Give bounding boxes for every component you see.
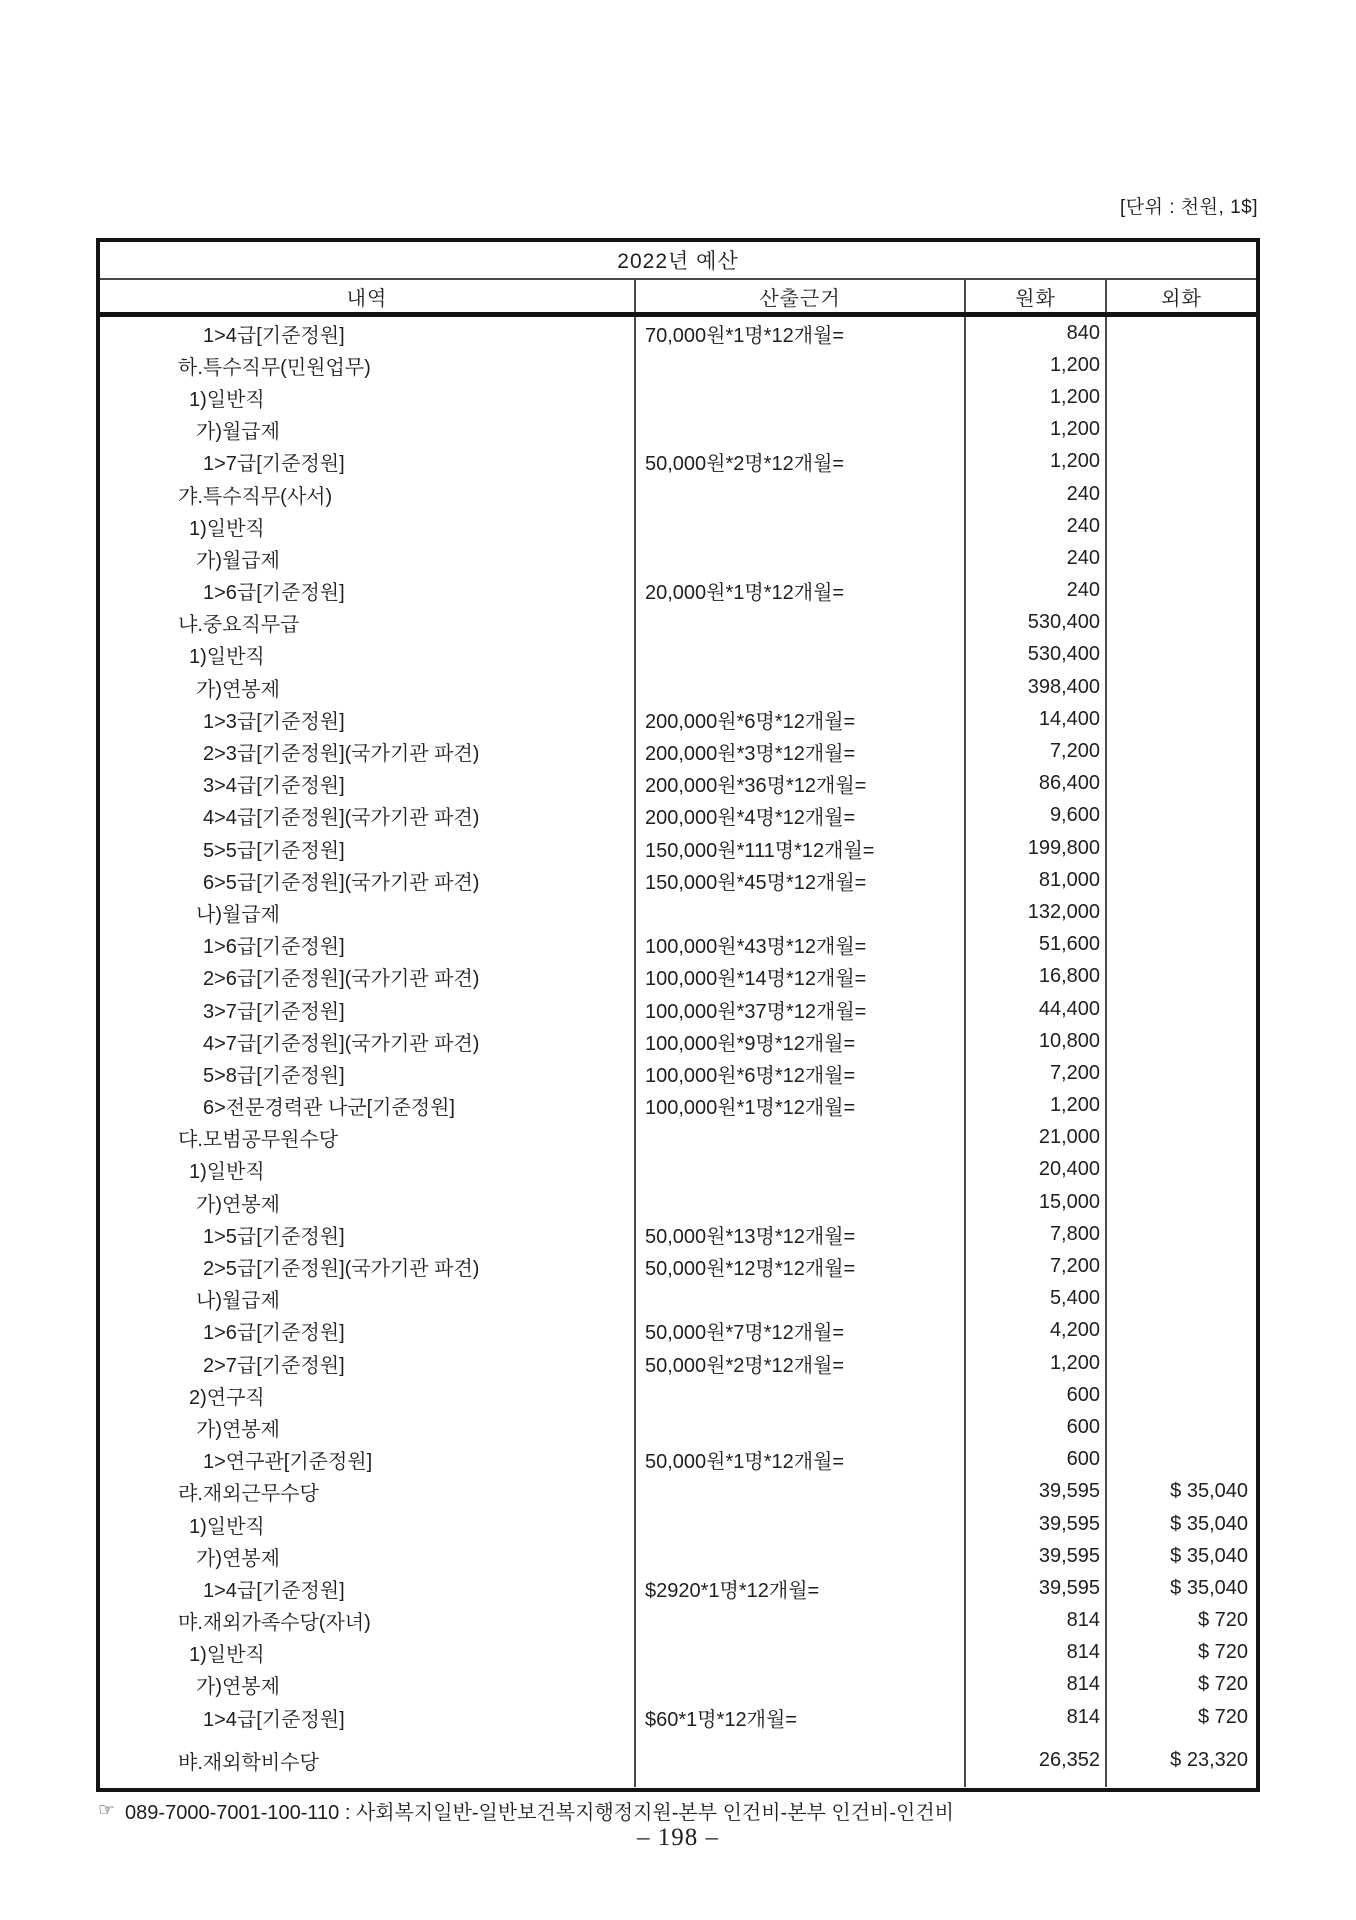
cell-krw: 51,600	[964, 929, 1105, 961]
cell-fx	[1105, 929, 1256, 961]
cell-basis: 50,000원*2명*12개월=	[634, 446, 964, 478]
cell-krw: 814	[964, 1701, 1105, 1733]
table-row	[100, 1025, 1256, 1057]
cell-krw: 600	[964, 1411, 1105, 1443]
cell-krw: 4,200	[964, 1315, 1105, 1347]
cell-fx: $ 35,040	[1105, 1476, 1256, 1508]
cell-krw: 814	[964, 1605, 1105, 1637]
cell-detail: 1>4급[기준정원]	[203, 1708, 345, 1731]
cell-fx: $ 35,040	[1105, 1540, 1256, 1572]
cell-basis	[634, 896, 964, 928]
cell-basis: 50,000원*7명*12개월=	[634, 1315, 964, 1347]
cell-krw: 9,600	[964, 800, 1105, 832]
cell-krw: 86,400	[964, 768, 1105, 800]
cell-basis	[634, 1186, 964, 1218]
cell-detail: 먀.재외가족수당(자녀)	[178, 1612, 371, 1635]
cell-detail: 1)일반직	[189, 1644, 265, 1667]
table-row	[100, 993, 1256, 1025]
cell-detail: 1)일반직	[189, 1161, 265, 1184]
cell-detail: 냐.중요직무급	[178, 614, 300, 637]
cell-fx	[1105, 1186, 1256, 1218]
cell-detail: 3>4급[기준정원]	[203, 775, 345, 798]
cell-fx: $ 35,040	[1105, 1508, 1256, 1540]
cell-krw: 240	[964, 510, 1105, 542]
cell-basis: 100,000원*9명*12개월=	[634, 1025, 964, 1057]
cell-fx	[1105, 542, 1256, 574]
cell-basis	[634, 542, 964, 574]
page-number: – 198 –	[637, 1824, 719, 1851]
cell-detail: 2>3급[기준정원](국가기관 파견)	[203, 743, 480, 766]
cell-fx	[1105, 575, 1256, 607]
table-row	[100, 1444, 1256, 1476]
cell-basis: $2920*1명*12개월=	[634, 1572, 964, 1604]
table-row	[100, 896, 1256, 928]
cell-detail: 나)월급제	[196, 903, 280, 926]
cell-krw: 10,800	[964, 1025, 1105, 1057]
footnote	[98, 1796, 954, 1825]
cell-basis	[634, 1154, 964, 1186]
table-header	[100, 280, 1256, 317]
footnote-text: 089-7000-7001-100-110 : 사회복지일반-일반보건복지행정지원-본부 인건비-본부 인건비-인건비	[125, 1802, 954, 1824]
cell-basis: 100,000원*37명*12개월=	[634, 993, 964, 1025]
cell-basis: 150,000원*45명*12개월=	[634, 864, 964, 896]
table-row	[100, 1315, 1256, 1347]
table-row	[100, 1572, 1256, 1604]
cell-basis: 200,000원*36명*12개월=	[634, 768, 964, 800]
cell-fx: $ 35,040	[1105, 1572, 1256, 1604]
cell-basis: 50,000원*2명*12개월=	[634, 1347, 964, 1379]
table-row	[100, 575, 1256, 607]
cell-fx: $ 720	[1105, 1669, 1256, 1701]
cell-fx	[1105, 1122, 1256, 1154]
table-row	[100, 961, 1256, 993]
cell-fx	[1105, 671, 1256, 703]
cell-detail: 댜.모범공무원수당	[178, 1129, 339, 1152]
cell-basis: 100,000원*1명*12개월=	[634, 1090, 964, 1122]
cell-detail: 3>7급[기준정원]	[203, 1000, 345, 1023]
table-row	[100, 800, 1256, 832]
table-row	[100, 1540, 1256, 1572]
cell-detail: 나)월급제	[196, 1290, 280, 1313]
cell-fx	[1105, 1444, 1256, 1476]
cell-detail: 가)연봉제	[196, 1547, 280, 1570]
cell-krw: 7,200	[964, 1250, 1105, 1282]
cell-basis: $60*1명*12개월=	[634, 1701, 964, 1733]
cell-fx	[1105, 414, 1256, 446]
cell-krw: 14,400	[964, 703, 1105, 735]
cell-basis	[634, 1605, 964, 1637]
table-row	[100, 1122, 1256, 1154]
table-row	[100, 929, 1256, 961]
cell-basis	[634, 607, 964, 639]
cell-detail: 가)연봉제	[196, 1676, 280, 1699]
cell-detail: 5>5급[기준정원]	[203, 839, 345, 862]
table-row	[100, 349, 1256, 381]
cell-krw: 814	[964, 1669, 1105, 1701]
table-row	[100, 1733, 1256, 1787]
cell-fx	[1105, 993, 1256, 1025]
cell-krw: 240	[964, 542, 1105, 574]
cell-detail: 1>6급[기준정원]	[203, 1322, 345, 1345]
table-row	[100, 671, 1256, 703]
cell-fx	[1105, 1315, 1256, 1347]
cell-basis	[634, 1669, 964, 1701]
column-header-detail: 내역	[346, 287, 388, 310]
table-row	[100, 703, 1256, 735]
cell-basis: 50,000원*1명*12개월=	[634, 1444, 964, 1476]
cell-basis: 50,000원*12명*12개월=	[634, 1250, 964, 1282]
cell-detail: 4>7급[기준정원](국가기관 파견)	[203, 1032, 480, 1055]
cell-fx	[1105, 317, 1256, 349]
cell-detail: 가)연봉제	[196, 1193, 280, 1216]
cell-krw: 39,595	[964, 1508, 1105, 1540]
cell-krw: 1,200	[964, 1090, 1105, 1122]
cell-basis	[634, 1508, 964, 1540]
cell-detail: 2)연구직	[189, 1386, 265, 1409]
cell-krw: 530,400	[964, 639, 1105, 671]
cell-detail: 1)일반직	[189, 517, 265, 540]
cell-detail: 뱌.재외학비수당	[178, 1751, 319, 1774]
cell-fx	[1105, 800, 1256, 832]
cell-krw: 1,200	[964, 446, 1105, 478]
table-row	[100, 735, 1256, 767]
cell-fx	[1105, 1057, 1256, 1089]
cell-krw: 398,400	[964, 671, 1105, 703]
cell-krw: 199,800	[964, 832, 1105, 864]
cell-fx	[1105, 1379, 1256, 1411]
cell-basis	[634, 381, 964, 413]
cell-fx	[1105, 1218, 1256, 1250]
table-row	[100, 317, 1256, 349]
table-row	[100, 1669, 1256, 1701]
table-row	[100, 542, 1256, 574]
cell-fx	[1105, 768, 1256, 800]
table-row	[100, 1186, 1256, 1218]
cell-basis	[634, 639, 964, 671]
cell-krw: 7,800	[964, 1218, 1105, 1250]
table-row	[100, 510, 1256, 542]
cell-basis	[634, 510, 964, 542]
table-row	[100, 414, 1256, 446]
cell-detail: 1>연구관[기준정원]	[203, 1451, 373, 1474]
cell-basis	[634, 671, 964, 703]
table-row	[100, 1218, 1256, 1250]
table-row	[100, 1154, 1256, 1186]
cell-detail: 2>5급[기준정원](국가기관 파견)	[203, 1258, 480, 1281]
cell-detail: 가)월급제	[196, 421, 280, 444]
unit-label: [단위 : 천원, 1$]	[1119, 197, 1258, 218]
cell-fx	[1105, 381, 1256, 413]
table-row	[100, 1701, 1256, 1733]
cell-fx	[1105, 607, 1256, 639]
cell-basis	[634, 414, 964, 446]
cell-basis	[634, 1733, 964, 1787]
cell-basis: 70,000원*1명*12개월=	[634, 317, 964, 349]
cell-krw: 5,400	[964, 1283, 1105, 1315]
cell-basis: 100,000원*6명*12개월=	[634, 1057, 964, 1089]
cell-fx: $ 720	[1105, 1605, 1256, 1637]
cell-detail: 2>7급[기준정원]	[203, 1354, 345, 1377]
table-row	[100, 1476, 1256, 1508]
cell-krw: 530,400	[964, 607, 1105, 639]
cell-detail: 1)일반직	[189, 1515, 265, 1538]
cell-krw: 21,000	[964, 1122, 1105, 1154]
cell-detail: 2>6급[기준정원](국가기관 파견)	[203, 968, 480, 991]
table-title: 2022년 예산	[100, 242, 1256, 280]
column-header-fx: 외화	[1105, 280, 1256, 312]
cell-fx	[1105, 1090, 1256, 1122]
cell-detail: 6>전문경력관 나군[기준정원]	[203, 1097, 455, 1120]
table-row	[100, 1379, 1256, 1411]
cell-krw: 1,200	[964, 1347, 1105, 1379]
table-row	[100, 1411, 1256, 1443]
cell-basis: 200,000원*6명*12개월=	[634, 703, 964, 735]
cell-detail: 랴.재외근무수당	[178, 1483, 319, 1506]
cell-krw: 81,000	[964, 864, 1105, 896]
cell-krw: 1,200	[964, 414, 1105, 446]
table-row	[100, 1605, 1256, 1637]
table-row	[100, 1637, 1256, 1669]
cell-fx: $ 720	[1105, 1637, 1256, 1669]
column-header-krw: 원화	[964, 280, 1105, 312]
cell-detail: 갸.특수직무(사서)	[178, 485, 333, 508]
cell-fx	[1105, 1025, 1256, 1057]
cell-basis	[634, 1540, 964, 1572]
cell-fx	[1105, 1411, 1256, 1443]
cell-krw: 600	[964, 1444, 1105, 1476]
cell-basis: 200,000원*4명*12개월=	[634, 800, 964, 832]
cell-detail: 하.특수직무(민원업무)	[178, 356, 371, 379]
cell-detail: 가)연봉제	[196, 678, 280, 701]
cell-fx: $ 720	[1105, 1701, 1256, 1733]
cell-detail: 1>6급[기준정원]	[203, 582, 345, 605]
cell-fx	[1105, 832, 1256, 864]
cell-basis	[634, 1476, 964, 1508]
cell-krw: 240	[964, 478, 1105, 510]
budget-table	[96, 238, 1260, 1792]
cell-basis: 50,000원*13명*12개월=	[634, 1218, 964, 1250]
cell-detail: 가)월급제	[196, 549, 280, 572]
table-row	[100, 1347, 1256, 1379]
cell-fx	[1105, 703, 1256, 735]
cell-basis: 100,000원*43명*12개월=	[634, 929, 964, 961]
table-row	[100, 1508, 1256, 1540]
cell-fx	[1105, 510, 1256, 542]
cell-detail: 1>7급[기준정원]	[203, 453, 345, 476]
column-header-basis: 산출근거	[634, 280, 964, 312]
cell-detail: 1>3급[기준정원]	[203, 710, 345, 733]
cell-basis: 150,000원*111명*12개월=	[634, 832, 964, 864]
cell-detail: 6>5급[기준정원](국가기관 파견)	[203, 871, 480, 894]
cell-krw: 7,200	[964, 735, 1105, 767]
cell-fx	[1105, 896, 1256, 928]
cell-krw: 16,800	[964, 961, 1105, 993]
cell-detail: 1>6급[기준정원]	[203, 936, 345, 959]
cell-detail: 5>8급[기준정원]	[203, 1064, 345, 1087]
cell-fx: $ 23,320	[1105, 1733, 1256, 1787]
pointing-hand-icon: ☞	[98, 1800, 116, 1821]
cell-krw: 26,352	[964, 1733, 1105, 1787]
table-row	[100, 639, 1256, 671]
cell-krw: 132,000	[964, 896, 1105, 928]
cell-krw: 1,200	[964, 381, 1105, 413]
cell-detail: 1>5급[기준정원]	[203, 1225, 345, 1248]
cell-krw: 20,400	[964, 1154, 1105, 1186]
cell-krw: 44,400	[964, 993, 1105, 1025]
table-row	[100, 864, 1256, 896]
cell-basis	[634, 1122, 964, 1154]
cell-fx	[1105, 1154, 1256, 1186]
table-row	[100, 1057, 1256, 1089]
cell-fx	[1105, 864, 1256, 896]
table-body	[100, 317, 1256, 1788]
cell-basis: 200,000원*3명*12개월=	[634, 735, 964, 767]
cell-fx	[1105, 735, 1256, 767]
cell-krw: 840	[964, 317, 1105, 349]
cell-krw: 7,200	[964, 1057, 1105, 1089]
table-row	[100, 607, 1256, 639]
cell-basis	[634, 1637, 964, 1669]
cell-basis: 20,000원*1명*12개월=	[634, 575, 964, 607]
cell-fx	[1105, 1347, 1256, 1379]
table-row	[100, 1283, 1256, 1315]
cell-detail: 4>4급[기준정원](국가기관 파견)	[203, 807, 480, 830]
cell-krw: 1,200	[964, 349, 1105, 381]
cell-detail: 가)연봉제	[196, 1418, 280, 1441]
cell-basis	[634, 478, 964, 510]
cell-fx	[1105, 1283, 1256, 1315]
cell-fx	[1105, 961, 1256, 993]
table-row	[100, 1250, 1256, 1282]
cell-fx	[1105, 478, 1256, 510]
table-row	[100, 478, 1256, 510]
cell-fx	[1105, 1250, 1256, 1282]
cell-detail: 1>4급[기준정원]	[203, 324, 345, 347]
cell-fx	[1105, 639, 1256, 671]
cell-basis: 100,000원*14명*12개월=	[634, 961, 964, 993]
cell-krw: 814	[964, 1637, 1105, 1669]
table-row	[100, 768, 1256, 800]
cell-krw: 39,595	[964, 1572, 1105, 1604]
table-row	[100, 381, 1256, 413]
cell-detail: 1)일반직	[189, 646, 265, 669]
cell-basis	[634, 1379, 964, 1411]
cell-krw: 15,000	[964, 1186, 1105, 1218]
cell-fx	[1105, 446, 1256, 478]
cell-basis	[634, 1283, 964, 1315]
cell-krw: 240	[964, 575, 1105, 607]
cell-basis	[634, 349, 964, 381]
table-row	[100, 1090, 1256, 1122]
table-row	[100, 446, 1256, 478]
cell-fx	[1105, 349, 1256, 381]
cell-detail: 1>4급[기준정원]	[203, 1579, 345, 1602]
table-row	[100, 832, 1256, 864]
cell-krw: 39,595	[964, 1476, 1105, 1508]
cell-krw: 39,595	[964, 1540, 1105, 1572]
cell-krw: 600	[964, 1379, 1105, 1411]
cell-basis	[634, 1411, 964, 1443]
cell-detail: 1)일반직	[189, 388, 265, 411]
